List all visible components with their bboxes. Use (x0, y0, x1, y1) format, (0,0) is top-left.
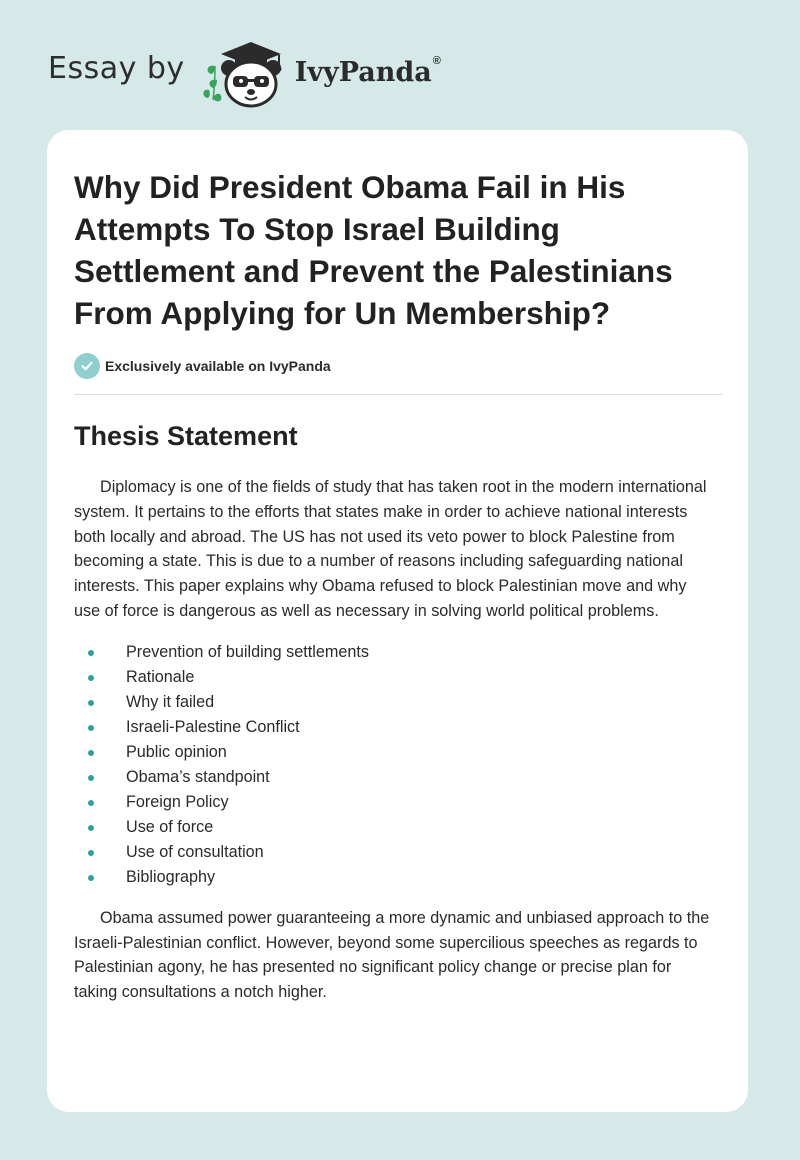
registered-mark: ® (432, 54, 441, 67)
list-item: Use of consultation (74, 840, 722, 865)
bullet-icon (88, 825, 94, 831)
exclusive-badge (74, 352, 722, 380)
list-item: Use of force (74, 815, 722, 840)
panda-graduate-icon[interactable] (201, 36, 293, 112)
ivy-leaf-icon (203, 66, 221, 102)
brand-name[interactable]: IvyPanda® (294, 54, 441, 88)
list-item: Why it failed (74, 690, 722, 715)
bullet-icon (88, 850, 94, 856)
bullet-icon (88, 775, 94, 781)
intro-paragraph: Diplomacy is one of the fields of study that has taken root in the modern international system. It pertains to the efforts that states make in order to achieve national interests both locally and abroad. The US has not used its veto power to block Palestine from becoming a state. This is due to a number of reasons including safeguarding national interests. This paper explains why Obama refused to block Palestinian move and why use of force is dangerous as well as necessary in solving world political problems. (74, 478, 707, 620)
bullet-icon (88, 750, 94, 756)
check-icon (74, 353, 100, 379)
bullet-icon (88, 700, 94, 706)
list-item: Prevention of building settlements (74, 640, 722, 665)
bullet-icon (88, 675, 94, 681)
list-item: Bibliography (74, 865, 722, 890)
bullet-icon (88, 650, 94, 656)
list-item: Public opinion (74, 740, 722, 765)
essay-title: Why Did President Obama Fail in His Attempts To Stop Israel Building Settlement and Prevent the Palestinians From Applying for Un Membership? (74, 169, 673, 331)
exclusive-label: Exclusively available on IvyPanda (105, 358, 331, 374)
list-item: Obama’s standpoint (74, 765, 722, 790)
section-heading: Thesis Statement (74, 421, 298, 451)
divider (74, 394, 723, 395)
list-item: Rationale (74, 665, 722, 690)
essay-by-label: Essay by (48, 50, 185, 86)
bullet-icon (88, 800, 94, 806)
essay-card (47, 130, 748, 1112)
list-item: Foreign Policy (74, 790, 722, 815)
closing-paragraph: Obama assumed power guaranteeing a more dynamic and unbiased approach to the Israeli-Palestinian conflict. However, beyond some supercilious speeches as regards to Palestinian agony, he has presented no significant policy change or precise plan for taking consultations a notch higher. (74, 908, 710, 1002)
site-header (48, 36, 441, 112)
outline-list (74, 640, 722, 890)
bullet-icon (88, 875, 94, 881)
bullet-icon (88, 725, 94, 731)
list-item: Israeli-Palestine Conflict (74, 715, 722, 740)
